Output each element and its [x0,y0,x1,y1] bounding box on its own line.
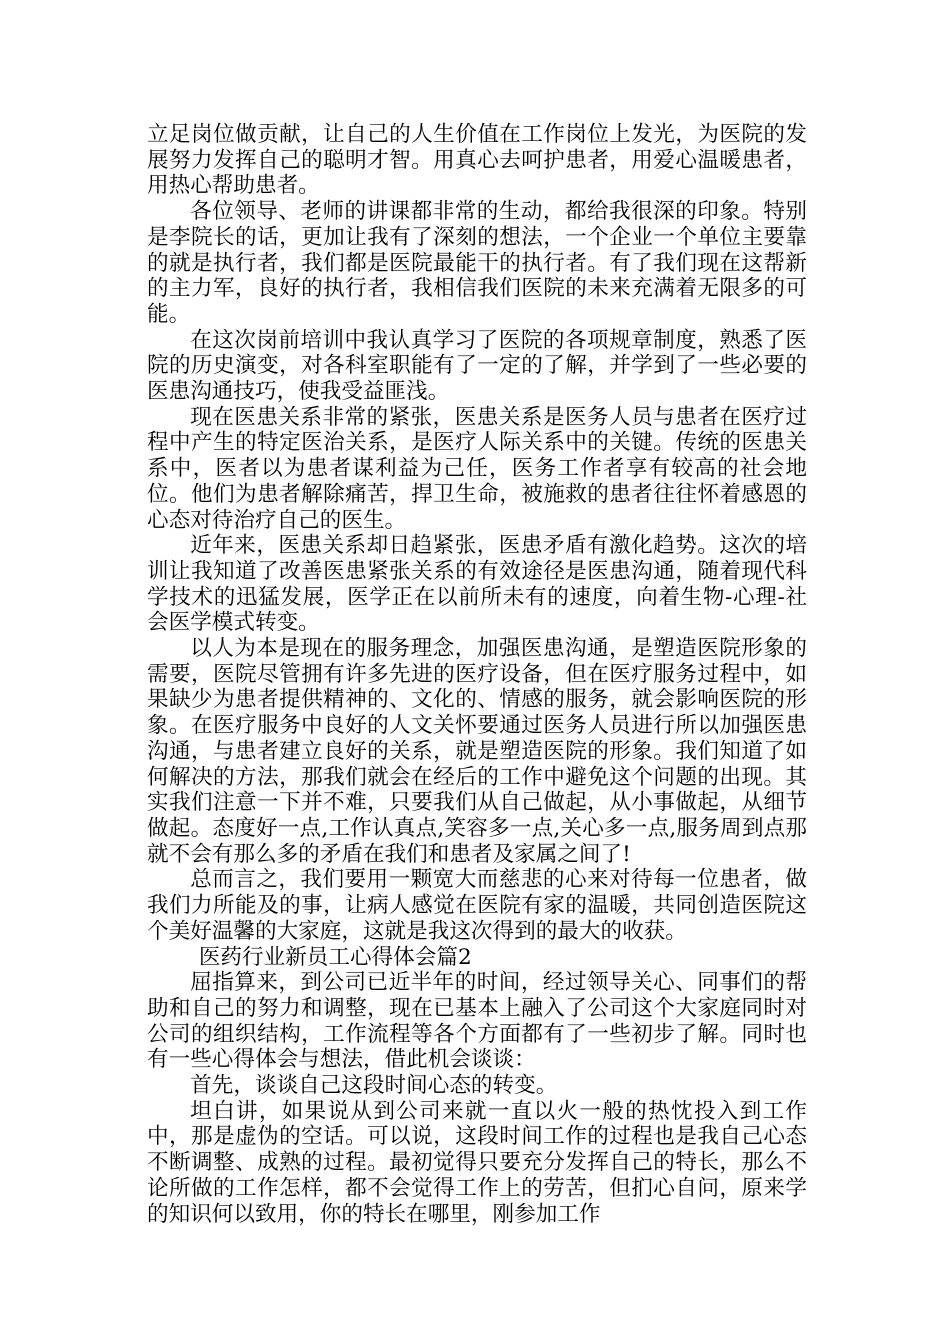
paragraph-conclusion: 总而言之，我们要用一颗宽大而慈悲的心来对待每一位患者，做我们力所能及的事，让病人感觉在医院有家的温暖，共同创造医院这个美好温馨的大家庭，这就是我这次得到的最大的收获。 [147,867,807,944]
paragraph-half-year: 屈指算来，到公司已近半年的时间，经过领导关心、同事们的帮助和自己的努力和调整，现在已基本上融入了公司这个大家庭同时对公司的组织结构，工作流程等各个方面都有了一些初步了解。同时也有一些心得体会与想法，借此机会谈谈： [147,970,807,1073]
paragraph-recent-years: 近年来，医患关系却日趋紧张，医患矛盾有激化趋势。这次的培训让我知道了改善医患紧张关系的有效途径是医患沟通，随着现代科学技术的迅猛发展，医学正在以前所未有的速度，向着生物-心理-社会医学模式转变。 [147,533,807,636]
paragraph-lectures: 各位领导、老师的讲课都非常的生动，都给我很深的印象。特别是李院长的话，更加让我有了深刻的想法，一个企业一个单位主要靠的就是执行者，我们都是医院最能干的执行者。有了我们现在这帮新的主力军，良好的执行者，我相信我们医院的未来充满着无限多的可能。 [147,199,807,327]
paragraph-first-mindset: 首先，谈谈自己这段时间心态的转变。 [190,1073,558,1099]
paragraph-contribution: 立足岗位做贡献，让自己的人生价值在工作岗位上发光，为医院的发展努力发挥自己的聪明才智。用真心去呵护患者，用爱心温暖患者，用热心帮助患者。 [147,122,807,199]
paragraph-doctor-patient-relations: 现在医患关系非常的紧张，医患关系是医务人员与患者在医疗过程中产生的特定医治关系，是医疗人际关系中的关键。传统的医患关系中，医者以为患者谋利益为己任，医务工作者享有较高的社会地位。他们为患者解除痛苦，捍卫生命，被施救的患者往往怀着感恩的心态对待治疗自己的医生。 [147,404,807,533]
paragraph-training: 在这次岗前培训中我认真学习了医院的各项规章制度，熟悉了医院的历史演变，对各科室职能有了一定的了解，并学到了一些必要的医患沟通技巧，使我受益匪浅。 [147,327,807,405]
section-heading: 医药行业新员工心得体会篇2 [198,944,472,970]
paragraph-people-oriented: 以人为本是现在的服务理念，加强医患沟通，是塑造医院形象的需要，医院尽管拥有许多先进的医疗设备，但在医疗服务过程中，如果缺少为患者提供精神的、文化的、情感的服务，就会影响医院的形象。在医疗服务中良好的人文关怀要通过医务人员进行所以加强医患沟通，与患者建立良好的关系，就是塑造医院的形象。我们知道了如何解决的方法，那我们就会在经后的工作中避免这个问题的出现。其实我们注意一下并不难，只要我们从自己做起，从小事做起，从细节做起。态度好一点,工作认真点,笑容多一点,关心多一点,服务周到点那就不会有那么多的矛盾在我们和患者及家属之间了! [147,636,807,867]
document-body [147,122,807,1227]
paragraph-frankly: 坦白讲，如果说从到公司来就一直以火一般的热忱投入到工作中，那是虚伪的空话。可以说，这段时间工作的过程也是我自己心态不断调整、成熟的过程。最初觉得只要充分发挥自己的特长，那么不论所做的工作怎样，都不会觉得工作上的劳苦，但扪心自问，原来学的知识何以致用，你的特长在哪里，刚参加工作 [147,1098,807,1227]
